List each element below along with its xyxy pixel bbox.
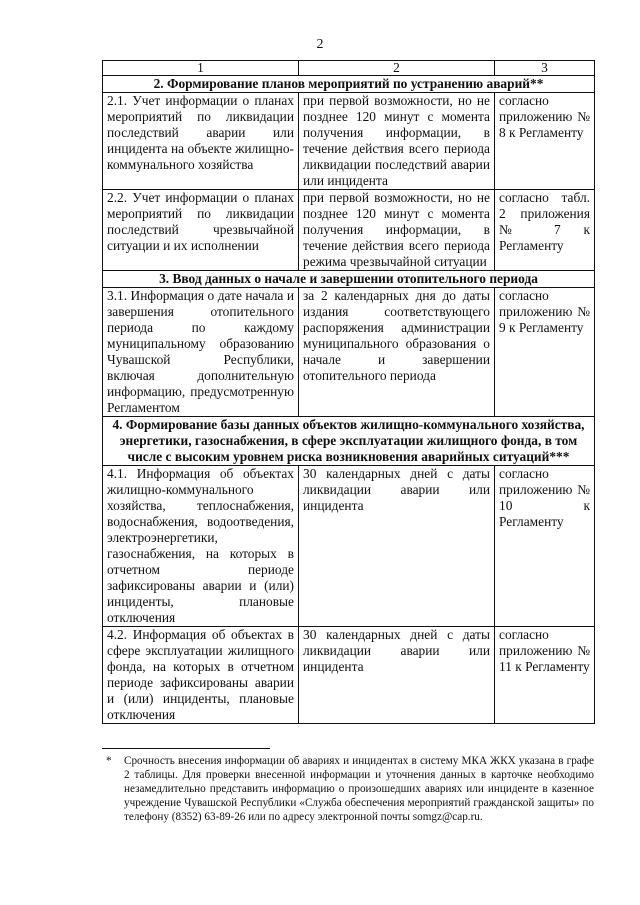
column-header-2: 2 [299, 61, 495, 76]
footnote-divider [102, 748, 270, 749]
section-row [103, 76, 595, 93]
item-form-reference: согласно приложению № 11 к Регламенту [495, 627, 595, 724]
table-row [103, 288, 595, 417]
item-deadline: 30 календарных дней с даты ликвидации аварии или инцидента [299, 627, 495, 724]
item-deadline: 30 календарных дней с даты ликвидации аварии или инцидента [299, 466, 495, 627]
column-header-row [103, 61, 595, 76]
item-form-reference: согласно приложению № 9 к Регламенту [495, 288, 595, 417]
item-description: 4.1. Информация об объектах жилищно-коммунального хозяйства, теплоснабжения, водоснабжения, водоотведения, электроэнергетики, газоснабжения, на которых в отчетном периоде зафиксированы аварии и (или) инциденты, плановые отключения [103, 466, 299, 627]
item-description: 4.2. Информация об объектах в сфере эксплуатации жилищного фонда, на которых в отчетном периоде зафиксированы аварии и (или) инциденты, плановые отключения [103, 627, 299, 724]
page-number: 2 [316, 37, 324, 52]
item-description: 2.2. Учет информации о планах мероприятий по ликвидации последствий чрезвычайной ситуации и их исполнении [103, 190, 299, 271]
section-title-3: 3. Ввод данных о начале и завершении отопительного периода [103, 271, 595, 288]
item-deadline: при первой возможности, но не позднее 120 минут с момента получения информации, в течение действия всего периода ликвидации последствий аварии или инцидента [299, 93, 495, 190]
regulation-table [102, 60, 595, 724]
item-form-reference: согласно приложению № 8 к Регламенту [495, 93, 595, 190]
item-form-reference: согласно табл. 2 приложения № 7 к Регламенту [495, 190, 595, 271]
item-description: 3.1. Информация о дате начала и завершения отопительного периода по каждому муниципальному образованию Чувашской Республики, включая дополнительную информацию, предусмотренную Регламентом [103, 288, 299, 417]
item-deadline: за 2 календарных дня до даты издания соответствующего распоряжения администрации муниципального образования о начале и завершении отопительного периода [299, 288, 495, 417]
footnote-mark: * [106, 755, 112, 767]
table-row [103, 627, 595, 724]
column-header-1: 1 [103, 61, 299, 76]
section-row [103, 271, 595, 288]
table-row [103, 93, 595, 190]
footnote [102, 754, 594, 824]
footnote-text: Срочность внесения информации об авариях и инцидентах в систему МКА ЖКХ указана в графе 2 таблицы. Для проверки внесенной информации и уточнения данных в карточке необходимо незамедлительно представить информацию о произошедших авариях или инциденте в казенное учреждение Чувашской Республики «Служба обеспечения мероприятий гражданской защиты» по телефону (8352) 63-89-26 или по адресу электронной почты somgz@cap.ru. [124, 755, 594, 823]
table-row [103, 466, 595, 627]
table-row [103, 190, 595, 271]
item-form-reference: согласно приложению № 10 к Регламенту [495, 466, 595, 627]
column-header-3: 3 [495, 61, 595, 76]
item-deadline: при первой возможности, но не позднее 120 минут с момента получения информации, в течение действия всего периода режима чрезвычайной ситуации [299, 190, 495, 271]
section-row [103, 417, 595, 466]
item-description: 2.1. Учет информации о планах мероприятий по ликвидации последствий аварии или инцидента на объекте жилищно-коммунального хозяйства [103, 93, 299, 190]
section-title-2: 2. Формирование планов мероприятий по устранению аварий** [103, 76, 595, 93]
section-title-4: 4. Формирование базы данных объектов жилищно-коммунального хозяйства, энергетики, газоснабжения, в сфере эксплуатации жилищного фонда, в том числе с высоким уровнем риска возникновения аварийных ситуаций*** [103, 417, 595, 466]
